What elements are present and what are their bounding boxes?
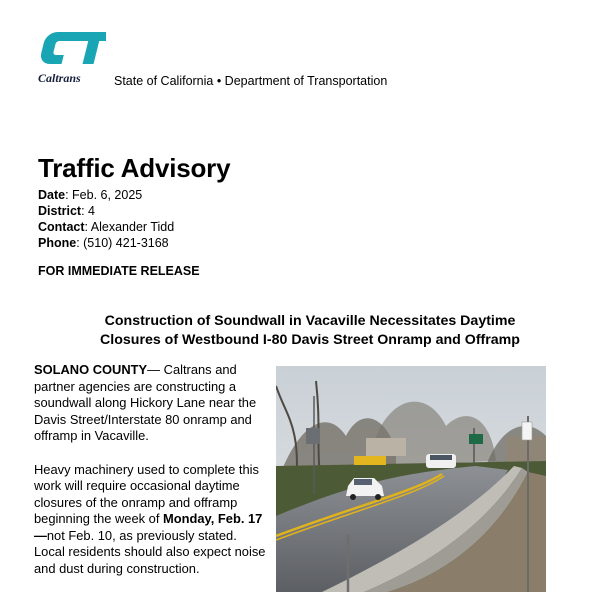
headline: [80, 312, 540, 350]
emphasis-date: Monday, Feb. 17—: [34, 511, 263, 543]
contact-label: Contact: [38, 220, 85, 234]
advisory-meta: [38, 187, 174, 251]
advisory-title: Traffic Advisory: [38, 153, 231, 183]
agency-name: State of California • Department of Transportation: [114, 74, 388, 88]
contact-value: : Alexander Tidd: [84, 220, 175, 234]
paragraph-1: SOLANO COUNTY— Caltrans and partner agencies are constructing a soundwall along Hickory Lane near the Davis Street/Interstate 80 onramp and offramp in Vacaville.: [34, 362, 257, 443]
paragraph-2: Heavy machinery used to complete this work will require occasional daytime closures of the onramp and offramp beginning the week of Monday, Feb. 17—not Feb. 10, as previously stated. Local residents should also expect noise and dust during construction.: [34, 461, 266, 576]
date-row: [38, 187, 174, 203]
release-notice: FOR IMMEDIATE RELEASE: [38, 264, 200, 278]
phone-label: Phone: [38, 236, 77, 250]
headline-line-1: Construction of Soundwall in Vacaville Necessitates Daytime: [104, 313, 516, 329]
caltrans-logo-icon: [36, 30, 106, 86]
district-label: District: [38, 204, 82, 218]
logo-wordmark: Caltrans: [38, 71, 81, 85]
freeway-onramp-photo: [276, 366, 546, 592]
phone-row: [38, 235, 174, 251]
district-value: : 4: [81, 204, 95, 218]
headline-line-2: Closures of Westbound I-80 Davis Street Onramp and Offramp: [100, 332, 520, 348]
phone-value: : (510) 421-3168: [76, 236, 169, 250]
contact-row: [38, 219, 174, 235]
dateline: SOLANO COUNTY: [34, 362, 148, 377]
date-value: : Feb. 6, 2025: [65, 188, 143, 202]
distant-car: [426, 454, 456, 468]
article-body: [34, 362, 266, 594]
district-row: [38, 203, 174, 219]
date-label: Date: [38, 188, 66, 202]
